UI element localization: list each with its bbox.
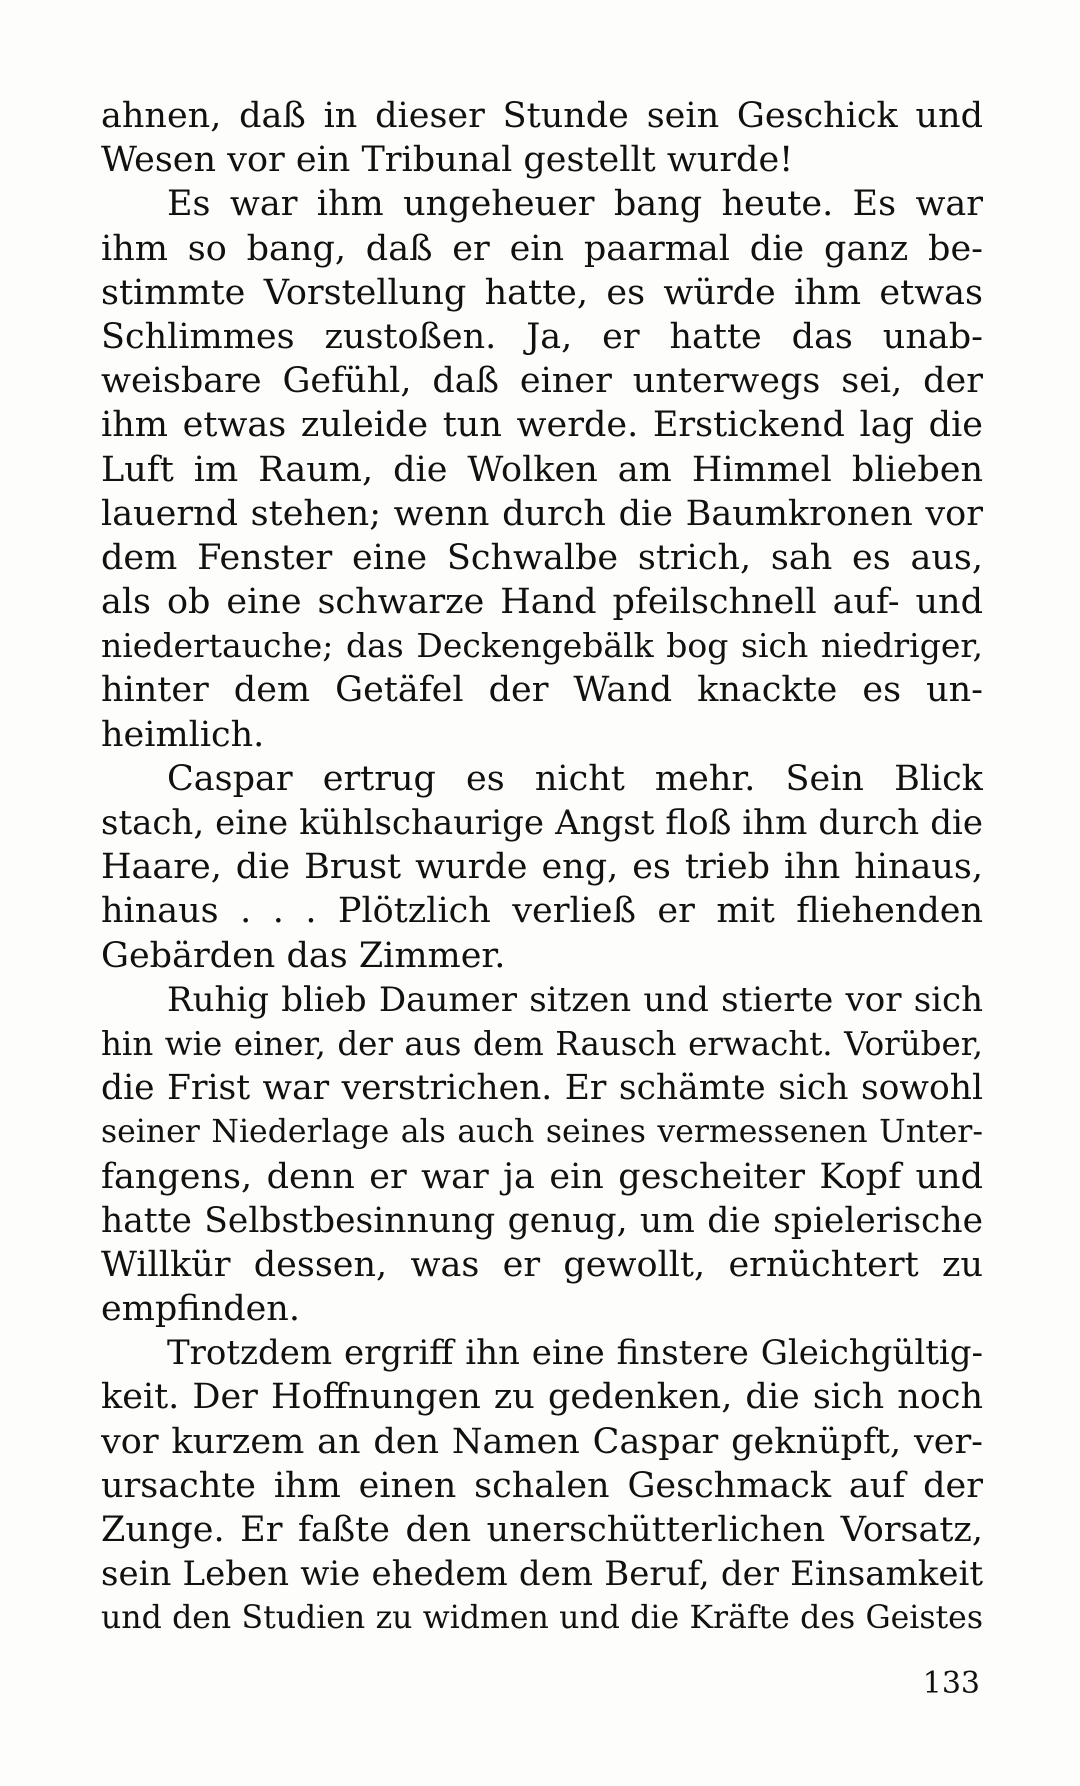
text-line: hinaus . . . Plötzlich verließ er mit fliehenden <box>101 891 983 932</box>
text-line: heimlich. <box>101 714 265 755</box>
text-line: Ruhig blieb Daumer sitzen und stierte vor sich <box>167 979 983 1020</box>
text-line: hatte Selbstbesinnung genug, um die spielerische <box>101 1200 983 1241</box>
text-line: dem Fenster eine Schwalbe strich, sah es aus, <box>101 537 983 578</box>
text-line: ihm etwas zuleide tun werde. Erstickend lag die <box>101 405 983 446</box>
text-line: ihm so bang, daß er ein paarmal die ganz be- <box>101 228 983 269</box>
text-line: weisbare Gefühl, daß einer unterwegs sei, der <box>101 361 983 402</box>
text-line: stach, eine kühlschaurige Angst floß ihm durch die <box>101 803 983 843</box>
text-line: Caspar ertrug es nicht mehr. Sein Blick <box>167 758 983 799</box>
text-line: die Frist war verstrichen. Er schämte sich sowohl <box>101 1068 983 1109</box>
body-text <box>101 94 983 1641</box>
text-line: seiner Niederlage als auch seines vermessenen Unter- <box>101 1114 983 1151</box>
text-line: hin wie einer, der aus dem Rausch erwacht. Vorüber, <box>101 1024 983 1063</box>
text-line: Wesen vor ein Tribunal gestellt wurde! <box>101 140 794 181</box>
text-line: keit. Der Hoffnungen zu gedenken, die sich noch <box>101 1377 983 1418</box>
text-line: niedertauche; das Deckengebälk bog sich niedriger, <box>101 626 983 666</box>
text-line: empfinden. <box>101 1289 300 1330</box>
text-line: und den Studien zu widmen und die Kräfte des Geistes <box>101 1600 983 1637</box>
text-line: sein Leben wie ehedem dem Beruf, der Einsamkeit <box>101 1554 983 1595</box>
text-line: Schlimmes zustoßen. Ja, er hatte das unab- <box>101 316 983 357</box>
text-line: vor kurzem an den Namen Caspar geknüpft, ver- <box>101 1421 983 1462</box>
text-line: Es war ihm ungeheuer bang heute. Es war <box>167 184 983 225</box>
text-line: Luft im Raum, die Wolken am Himmel blieben <box>101 449 983 490</box>
text-line: Willkür dessen, was er gewollt, ernüchtert zu <box>101 1244 983 1285</box>
text-line: hinter dem Getäfel der Wand knackte es un- <box>101 670 983 711</box>
text-line: Trotzdem ergriff ihn eine finstere Gleichgültig- <box>167 1333 983 1374</box>
text-line: fangens, denn er war ja ein gescheiter Kopf und <box>101 1156 983 1197</box>
text-line: ahnen, daß in dieser Stunde sein Geschick und <box>101 96 983 136</box>
text-line: Gebärden das Zimmer. <box>101 935 506 976</box>
text-line: Zunge. Er faßte den unerschütterlichen Vorsatz, <box>101 1510 983 1550</box>
text-line: Haare, die Brust wurde eng, es trieb ihn hinaus, <box>101 847 983 888</box>
text-line: lauernd stehen; wenn durch die Baumkronen vor <box>101 493 983 534</box>
page-number: 133 <box>922 1666 980 1701</box>
text-line: ursachte ihm einen schalen Geschmack auf der <box>101 1465 983 1506</box>
text-line: als ob eine schwarze Hand pfeilschnell auf- und <box>101 582 983 623</box>
text-line: stimmte Vorstellung hatte, es würde ihm etwas <box>101 272 983 313</box>
